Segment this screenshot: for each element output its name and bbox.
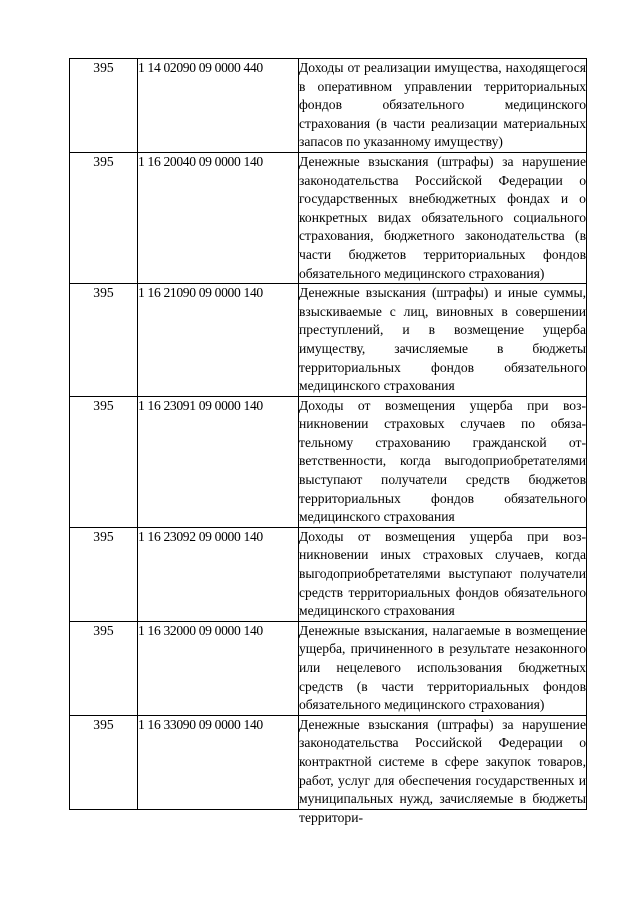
- admin-code-cell: 395: [70, 284, 138, 397]
- description-text: Доходы от возмещения ущерба при возникновении иных страховых случаев, когда выгодоприобретателями выступают получатели средств территориальных фондов обязательного медицинского страхования: [299, 528, 586, 619]
- budget-code-cell: 1 16 23091 09 0000 140: [138, 396, 299, 527]
- admin-code-cell: 395: [70, 621, 138, 715]
- description-cell: [299, 621, 587, 715]
- admin-code-cell: 395: [70, 715, 138, 809]
- table-row: [70, 621, 587, 715]
- table-row: [70, 284, 587, 397]
- table-row: [70, 396, 587, 527]
- admin-code-cell: 395: [70, 59, 138, 153]
- budget-code-cell: 1 16 20040 09 0000 140: [138, 152, 299, 283]
- description-text: Доходы от реализации имущества, находящегося в оперативном управлении территориальных фондов обязательного медицинского страхования (в части реализации материальных запасов по указанному имуществу): [299, 60, 586, 150]
- description-cell: [299, 59, 587, 153]
- description-cell: [299, 284, 587, 397]
- table-row: [70, 59, 587, 153]
- budget-code-cell: 1 16 21090 09 0000 140: [138, 284, 299, 397]
- description-text: Доходы от возмещения ущерба при возникновении страховых случаев по обязательному страхованию гражданской ответственности, когда выгодоприобретателями выступают получатели средств бюджетов территориальных фондов обязательного медицинского страхования: [299, 397, 586, 525]
- description-text: Денежные взыскания (штрафы) за нарушение законодательства Российской Федерации о государственных внебюджетных фондах и о конкретных видах обязательного социального страхования, бюджетного законодательства (в части бюджетов территориальных фондов обязательного медицинского страхования): [299, 153, 586, 281]
- admin-code-cell: 395: [70, 527, 138, 621]
- budget-code-cell: 1 14 02090 09 0000 440: [138, 59, 299, 153]
- revenue-codes-table: [69, 58, 587, 825]
- description-text: Денежные взыскания (штрафы) за нарушение законодательства Российской Федерации о контрактной системе в сфере закупок товаров, работ, услуг для обеспечения государственных и муниципальных нужд, зачисляемые в бюджеты территори-: [299, 716, 586, 825]
- description-cell: [299, 715, 587, 825]
- description-cell: [299, 527, 587, 621]
- description-text: Денежные взыскания, налагаемые в возмещение ущерба, причиненного в результате незаконного или нецелевого использования бюджетных средств (в части территориальных фондов обязательного медицинского страхования): [299, 622, 587, 713]
- budget-code-cell: 1 16 32000 09 0000 140: [138, 621, 299, 715]
- table-row: [70, 152, 587, 283]
- description-cell: [299, 152, 587, 283]
- table-row: [70, 527, 587, 621]
- description-text: Денежные взыскания (штрафы) и иные суммы, взыскиваемые с лиц, виновных в совершении преступлений, и в возмещение ущерба имуществу, зачисляемые в бюджеты территориальных фондов обязательного медицинского страхования: [299, 285, 586, 394]
- budget-code-cell: 1 16 23092 09 0000 140: [138, 527, 299, 621]
- admin-code-cell: 395: [70, 396, 138, 527]
- admin-code-cell: 395: [70, 152, 138, 283]
- table-row: [70, 715, 587, 809]
- budget-code-cell: 1 16 33090 09 0000 140: [138, 715, 299, 809]
- description-cell: [299, 396, 587, 527]
